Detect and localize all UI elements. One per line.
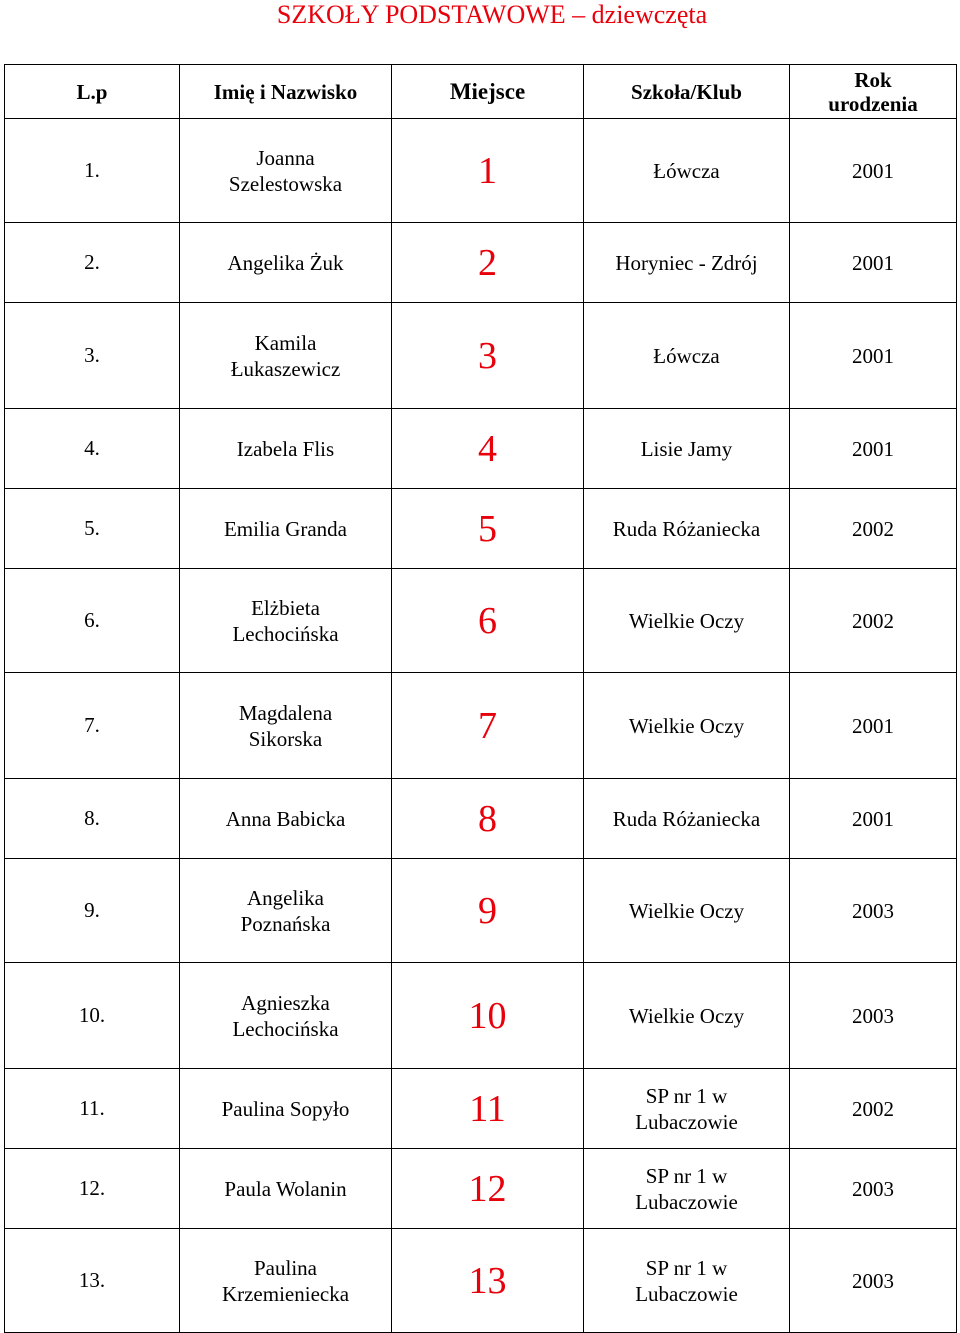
athlete-name	[180, 1069, 392, 1149]
row-number	[5, 1229, 180, 1333]
table-row	[5, 409, 957, 489]
athlete-name	[180, 963, 392, 1069]
school-club	[584, 489, 790, 569]
header-name: Imię i Nazwisko	[180, 65, 392, 119]
birth-year-text: 2001	[852, 250, 894, 275]
table-row	[5, 1069, 957, 1149]
school-club	[584, 119, 790, 223]
birth-year-text: 2003	[852, 898, 894, 923]
athlete-name-text: Kamila Łukaszewicz	[230, 330, 341, 381]
athlete-name-text: Joanna Szelestowska	[228, 145, 343, 196]
row-number-text: 10.	[78, 1003, 106, 1027]
place-value	[392, 779, 584, 859]
athlete-name	[180, 223, 392, 303]
school-club-text: Łówcza	[653, 158, 720, 183]
athlete-name-text: Anna Babicka	[225, 806, 346, 831]
place-value-text: 4	[478, 427, 497, 470]
row-number	[5, 223, 180, 303]
school-club	[584, 963, 790, 1069]
place-value-text: 10	[468, 994, 507, 1037]
athlete-name	[180, 489, 392, 569]
table-row	[5, 303, 957, 409]
school-club-text: Ruda Różaniecka	[612, 806, 761, 831]
row-number-text: 11.	[79, 1096, 105, 1120]
row-number	[5, 119, 180, 223]
place-value-text: 5	[478, 507, 497, 550]
place-value	[392, 1069, 584, 1149]
birth-year-text: 2003	[852, 1176, 894, 1201]
table-row	[5, 779, 957, 859]
table-row	[5, 223, 957, 303]
header-lp: L.p	[5, 65, 180, 119]
page-title: SZKOŁY PODSTAWOWE – dziewczęta	[276, 0, 708, 29]
place-value	[392, 119, 584, 223]
school-club-text: SP nr 1 w Lubaczowie	[635, 1163, 738, 1214]
athlete-name	[180, 859, 392, 963]
table-row	[5, 963, 957, 1069]
school-club-text: SP nr 1 w Lubaczowie	[635, 1255, 738, 1306]
table-row	[5, 1149, 957, 1229]
header-year-label: Rok urodzenia	[828, 67, 918, 116]
birth-year-text: 2001	[852, 436, 894, 461]
birth-year	[790, 303, 957, 409]
table-row	[5, 673, 957, 779]
birth-year	[790, 409, 957, 489]
athlete-name-text: Elżbieta Lechocińska	[232, 595, 339, 646]
birth-year-text: 2001	[852, 806, 894, 831]
birth-year	[790, 673, 957, 779]
place-value-text: 7	[478, 704, 497, 747]
school-club-text: Wielkie Oczy	[628, 713, 745, 738]
row-number-text: 3.	[84, 343, 100, 367]
place-value	[392, 1149, 584, 1229]
birth-year	[790, 1149, 957, 1229]
row-number-text: 4.	[84, 436, 100, 460]
row-number	[5, 569, 180, 673]
birth-year	[790, 1229, 957, 1333]
birth-year-text: 2003	[852, 1268, 894, 1293]
birth-year	[790, 1069, 957, 1149]
place-value-text: 9	[478, 889, 497, 932]
athlete-name-text: Izabela Flis	[236, 436, 335, 461]
place-value-text: 13	[468, 1259, 507, 1302]
school-club-text: SP nr 1 w Lubaczowie	[635, 1083, 738, 1134]
athlete-name-text: Paula Wolanin	[224, 1176, 347, 1201]
place-value-text: 2	[478, 241, 497, 284]
school-club	[584, 409, 790, 489]
athlete-name	[180, 673, 392, 779]
place-value	[392, 223, 584, 303]
row-number-text: 8.	[84, 806, 100, 830]
row-number	[5, 409, 180, 489]
table-body	[5, 119, 957, 1333]
header-year	[790, 65, 957, 119]
birth-year	[790, 223, 957, 303]
school-club-text: Wielkie Oczy	[628, 1003, 745, 1028]
athlete-name-text: Paulina Sopyło	[221, 1096, 350, 1121]
school-club	[584, 1069, 790, 1149]
row-number-text: 9.	[84, 898, 100, 922]
athlete-name	[180, 119, 392, 223]
athlete-name	[180, 409, 392, 489]
row-number	[5, 963, 180, 1069]
school-club	[584, 303, 790, 409]
birth-year	[790, 859, 957, 963]
birth-year	[790, 779, 957, 859]
row-number	[5, 489, 180, 569]
school-club	[584, 569, 790, 673]
athlete-name	[180, 1149, 392, 1229]
school-club	[584, 223, 790, 303]
place-value	[392, 569, 584, 673]
table-row	[5, 1229, 957, 1333]
place-value	[392, 303, 584, 409]
school-club	[584, 779, 790, 859]
school-club	[584, 1149, 790, 1229]
place-value-text: 8	[478, 797, 497, 840]
athlete-name-text: Emilia Granda	[223, 516, 348, 541]
birth-year-text: 2002	[852, 516, 894, 541]
header-place: Miejsce	[392, 65, 584, 119]
birth-year-text: 2002	[852, 1096, 894, 1121]
school-club-text: Łówcza	[653, 343, 720, 368]
row-number-text: 7.	[84, 713, 100, 737]
school-club-text: Wielkie Oczy	[628, 898, 745, 923]
table-header-row	[5, 65, 957, 119]
table-row	[5, 569, 957, 673]
row-number	[5, 303, 180, 409]
athlete-name	[180, 569, 392, 673]
school-club-text: Horyniec - Zdrój	[615, 250, 758, 275]
row-number-text: 13.	[78, 1268, 106, 1292]
row-number	[5, 1069, 180, 1149]
place-value-text: 6	[478, 599, 497, 642]
athlete-name	[180, 303, 392, 409]
row-number-text: 5.	[84, 516, 100, 540]
school-club-text: Wielkie Oczy	[628, 608, 745, 633]
athlete-name-text: Angelika Żuk	[227, 250, 344, 275]
school-club	[584, 859, 790, 963]
birth-year	[790, 119, 957, 223]
place-value	[392, 1229, 584, 1333]
table-row	[5, 489, 957, 569]
place-value-text: 3	[478, 334, 497, 377]
school-club-text: Lisie Jamy	[640, 436, 733, 461]
birth-year	[790, 963, 957, 1069]
birth-year-text: 2003	[852, 1003, 894, 1028]
table-row	[5, 859, 957, 963]
place-value	[392, 859, 584, 963]
school-club	[584, 1229, 790, 1333]
place-value	[392, 489, 584, 569]
place-value	[392, 673, 584, 779]
table-row	[5, 119, 957, 223]
row-number-text: 1.	[84, 158, 100, 182]
place-value-text: 11	[469, 1087, 506, 1130]
birth-year-text: 2001	[852, 158, 894, 183]
athlete-name-text: Magdalena Sikorska	[238, 700, 333, 751]
school-club-text: Ruda Różaniecka	[612, 516, 761, 541]
place-value	[392, 409, 584, 489]
results-table	[4, 64, 957, 1333]
place-value-text: 12	[468, 1167, 507, 1210]
place-value	[392, 963, 584, 1069]
birth-year-text: 2001	[852, 713, 894, 738]
athlete-name-text: Angelika Poznańska	[240, 885, 331, 936]
row-number	[5, 859, 180, 963]
row-number	[5, 673, 180, 779]
birth-year-text: 2001	[852, 343, 894, 368]
birth-year	[790, 489, 957, 569]
birth-year	[790, 569, 957, 673]
row-number-text: 2.	[84, 250, 100, 274]
row-number	[5, 1149, 180, 1229]
place-value-text: 1	[478, 149, 497, 192]
row-number-text: 12.	[78, 1176, 106, 1200]
header-school: Szkoła/Klub	[584, 65, 790, 119]
athlete-name	[180, 779, 392, 859]
school-club	[584, 673, 790, 779]
athlete-name-text: Agnieszka Lechocińska	[232, 990, 339, 1041]
birth-year-text: 2002	[852, 608, 894, 633]
row-number-text: 6.	[84, 608, 100, 632]
athlete-name-text: Paulina Krzemieniecka	[221, 1255, 350, 1306]
row-number	[5, 779, 180, 859]
athlete-name	[180, 1229, 392, 1333]
